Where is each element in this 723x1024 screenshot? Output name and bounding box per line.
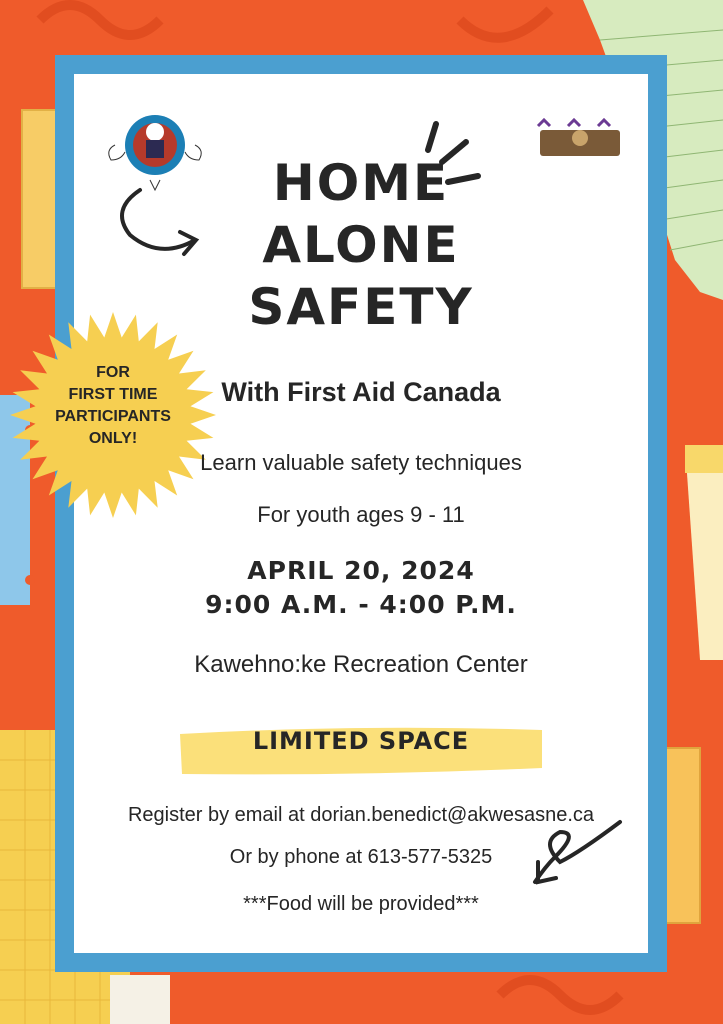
spark-icon (428, 124, 436, 150)
subtitle: With First Aid Canada (221, 377, 501, 407)
food-note: ***Food will be provided*** (243, 893, 479, 915)
badge-line: FIRST TIME (68, 386, 158, 403)
register-email: Register by email at dorian.benedict@akwesasne.ca (127, 804, 595, 826)
limited-space: LIMITED SPACE (252, 727, 470, 755)
register-phone: Or by phone at 613-577-5325 (229, 846, 493, 868)
event-time: 9:00 A.M. - 4:00 P.M. (205, 590, 517, 619)
event-date: APRIL 20, 2024 (247, 556, 475, 585)
title-line-1: HOME (272, 154, 450, 212)
title-line-3: SAFETY (248, 278, 474, 336)
title-line-2: ALONE (262, 216, 460, 274)
badge-line: ONLY! (88, 430, 138, 447)
event-location: Kawehno:ke Recreation Center (194, 651, 528, 678)
badge-text (28, 362, 198, 450)
badge-line: PARTICIPANTS (55, 408, 171, 425)
age-range: For youth ages 9 - 11 (257, 502, 465, 527)
badge-line: FOR (96, 364, 130, 381)
description: Learn valuable safety techniques (200, 450, 522, 475)
